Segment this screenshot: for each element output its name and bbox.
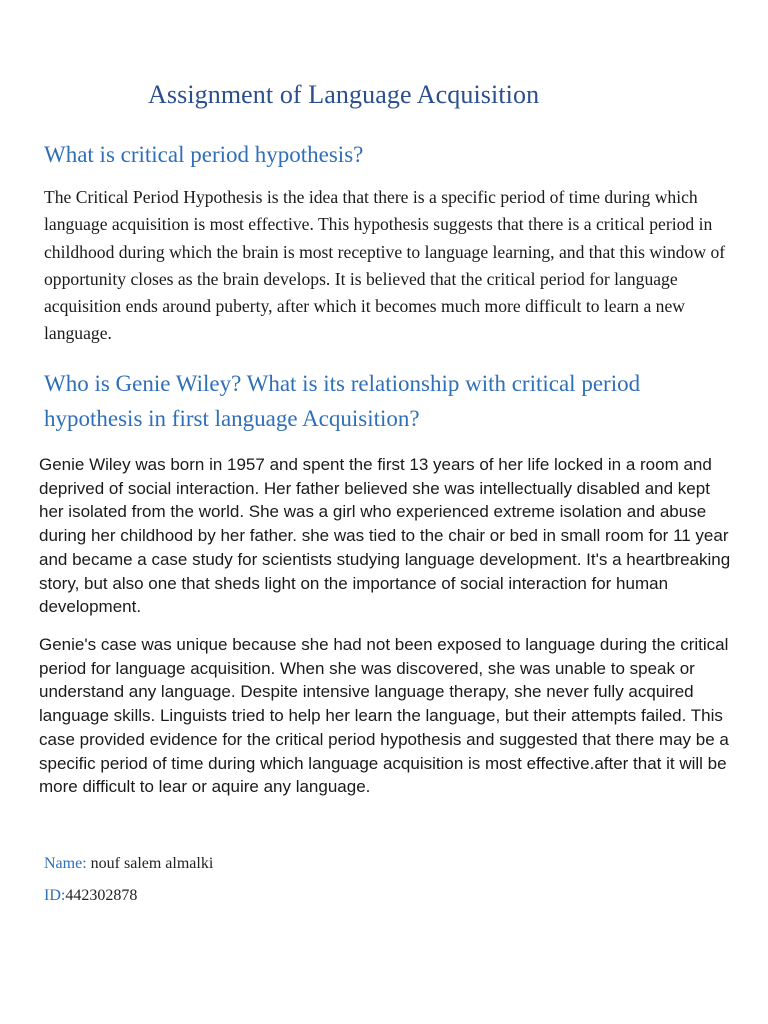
- student-name-line: [44, 855, 213, 873]
- document-title: Assignment of Language Acquisition: [148, 80, 540, 109]
- student-name: nouf salem almalki: [86, 855, 214, 872]
- section-body-critical-period: The Critical Period Hypothesis is the idea that there is a specific period of time during which language acquisition is most effective. This hypothesis suggests that there is a critical period in childhood during which the brain is most receptive to language learning, and that this window of opportunity closes as the brain develops. It is believed that the critical period for language acquisition ends around puberty, after which it becomes much more difficult to learn a new language.: [44, 187, 726, 344]
- student-id: 442302878: [65, 887, 138, 904]
- section-heading-critical-period: What is critical period hypothesis?: [44, 142, 364, 167]
- section-heading-genie-wiley: Who is Genie Wiley? What is its relationship with critical period hypothesis in first language Acquisition?: [44, 371, 641, 431]
- id-label: ID:: [44, 887, 66, 904]
- genie-paragraph-2: Genie's case was unique because she had not been exposed to language during the critical period for language acquisition. When she was discovered, she was unable to speak or understand any language. Despite intensive language therapy, she never fully acquired language skills. Linguists tried to help her learn the language, but their attempts failed. This case provided evidence for the critical period hypothesis and suggested that there may be a specific period of time during which language acquisition is most effective.after that it will be more difficult to lear or aquire any language.: [39, 635, 729, 797]
- student-id-line: [44, 887, 137, 905]
- name-label: Name:: [44, 855, 87, 872]
- genie-paragraph-1: Genie Wiley was born in 1957 and spent the first 13 years of her life locked in a room and deprived of social interaction. Her father believed she was intellectually disabled and kept her isolated from the world. She was a girl who experienced extreme isolation and abuse during her childhood by her father. she was tied to the chair or bed in small room for 11 year and became a case study for scientists studying language development. It's a heartbreaking story, but also one that sheds light on the importance of social interaction for human development.: [39, 455, 731, 617]
